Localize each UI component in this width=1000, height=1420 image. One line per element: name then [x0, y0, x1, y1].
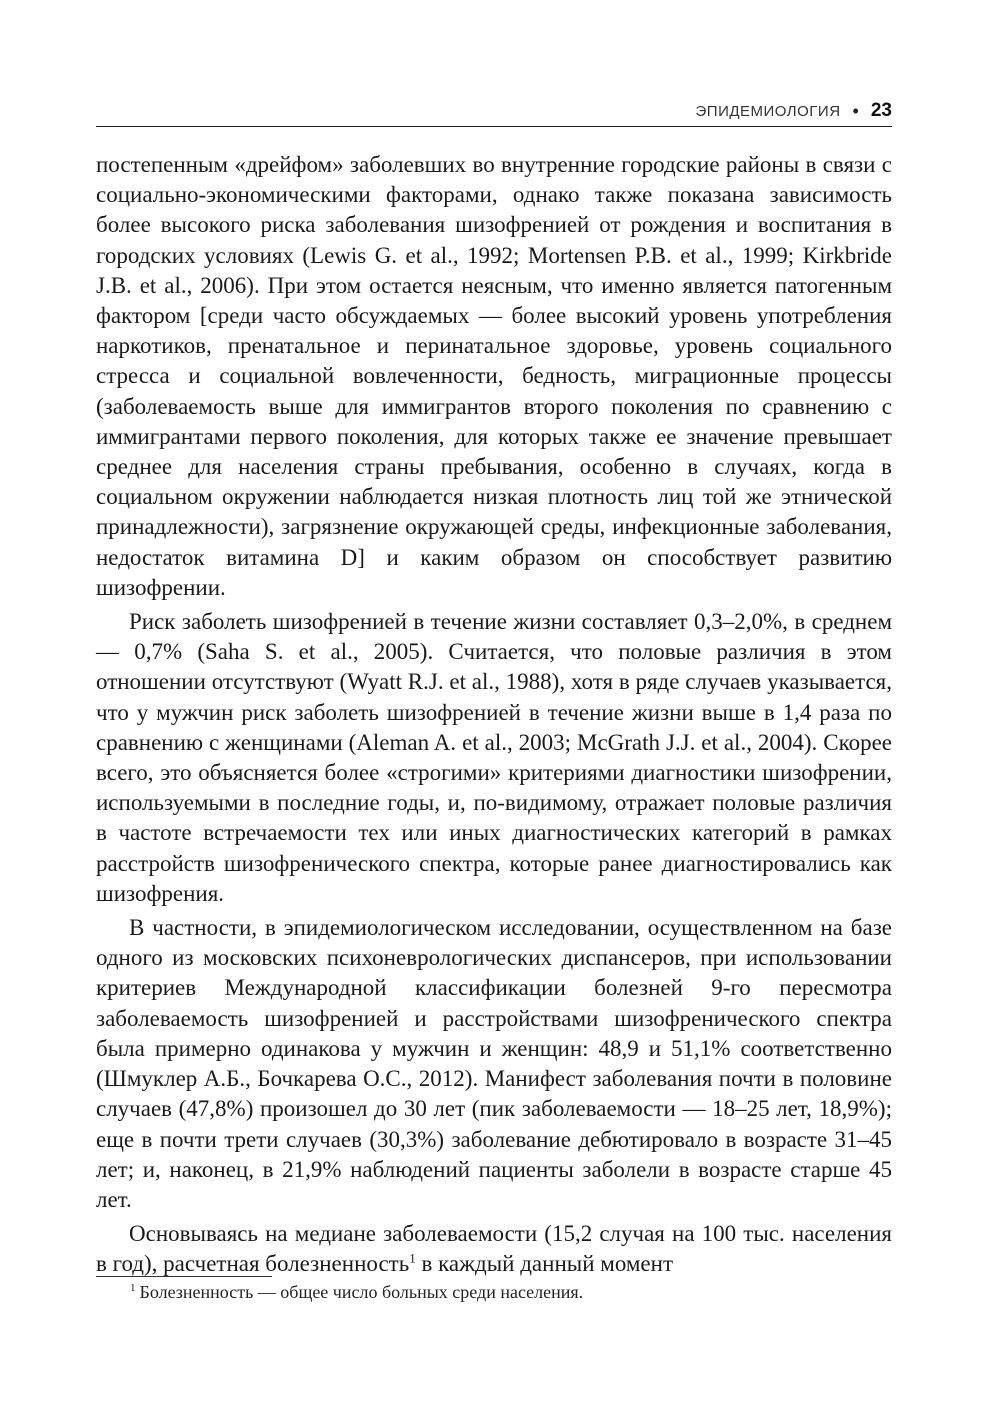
- header-right-group: [696, 100, 892, 122]
- body-text: [96, 150, 892, 1284]
- paragraph-3: В частности, в эпидемиологическом исследовании, осуществленном на базе одного из московских психоневрологических диспансеров, при использовании критериев Международной классификации болезней 9-го пересмотра заболеваемость шизофренией и расстройствами шизофренического спектра была примерно одинакова у мужчин и женщин: 48,9 и 51,1% соответственно (Шмуклер А.Б., Бочкарева О.С., 2012). Манифест заболевания почти в половине случаев (47,8%) произошел до 30 лет (пик заболеваемости — 18–25 лет, 18,9%); еще в почти трети случаев (30,3%) заболевание дебютировало в возрасте 31–45 лет; и, наконец, в 21,9% наблюдений пациенты заболели в возрасте старше 45 лет.: [96, 915, 892, 1212]
- bullet-separator: •: [852, 101, 859, 121]
- paragraph-4: [96, 1219, 892, 1279]
- footnote-divider: [96, 1276, 272, 1277]
- footnote: [130, 1282, 583, 1303]
- footnote-mark: 1: [130, 1282, 136, 1294]
- paragraph-4-text-end: в каждый данный момент: [415, 1251, 673, 1277]
- paragraph-1: постепенным «дрейфом» заболевших во внутренние городские районы в связи с социально-экономическими факторами, однако также показана зависимость более высокого риска заболевания шизофренией от рождения и воспитания в городских условиях (Lewis G. et al., 1992; Mortensen P.B. et al., 1999; Kirkbride J.B. et al., 2006). При этом остается неясным, что именно является патогенным фактором [среди часто обсуждаемых — более высокий уровень употребления наркотиков, пренатальное и перинатальное здоровье, уровень социального стресса и социальной вовлеченности, бедность, миграционные процессы (заболеваемость выше для иммигрантов второго поколения по сравнению с иммигрантами первого поколения, для которых также ее значение превышает среднее для населения страны пребывания, особенно в случаях, когда в социальном окружении наблюдается низкая плотность лиц той же этнической принадлежности), загрязнение окружающей среды, инфекционные заболевания, недостаток витамина D] и каким образом он способствует развитию шизофрении.: [96, 152, 892, 600]
- running-title: ЭПИДЕМИОЛОГИЯ: [695, 102, 841, 120]
- paragraph-4-text-start: Основываясь на медиане заболеваемости (15,2 случая на 100 тыс. населения в год), расчетная болезненность: [96, 1221, 892, 1277]
- paragraph-2: Риск заболеть шизофренией в течение жизни составляет 0,3–2,0%, в среднем — 0,7% (Saha S. et al., 2005). Считается, что половые различия в этом отношении отсутствуют (Wyatt R.J. et al., 1988), хотя в ряде случаев указывается, что у мужчин риск заболеть шизофренией в течение жизни выше в 1,4 раза по сравнению с женщинами (Aleman A. et al., 2003; McGrath J.J. et al., 2004). Скорее всего, это объясняется более «строгими» критериями диагностики шизофрении, используемыми в последние годы, и, по-видимому, отражает половые различия в частоте встречаемости тех или иных диагностических категорий в рамках расстройств шизофренического спектра, которые ранее диагностировались как шизофрения.: [96, 609, 892, 906]
- footnote-text: Болезненность — общее число больных среди населения.: [139, 1282, 584, 1302]
- footnote-reference[interactable]: 1: [409, 1250, 416, 1266]
- page-number: 23: [870, 100, 892, 121]
- page-header: [96, 94, 892, 127]
